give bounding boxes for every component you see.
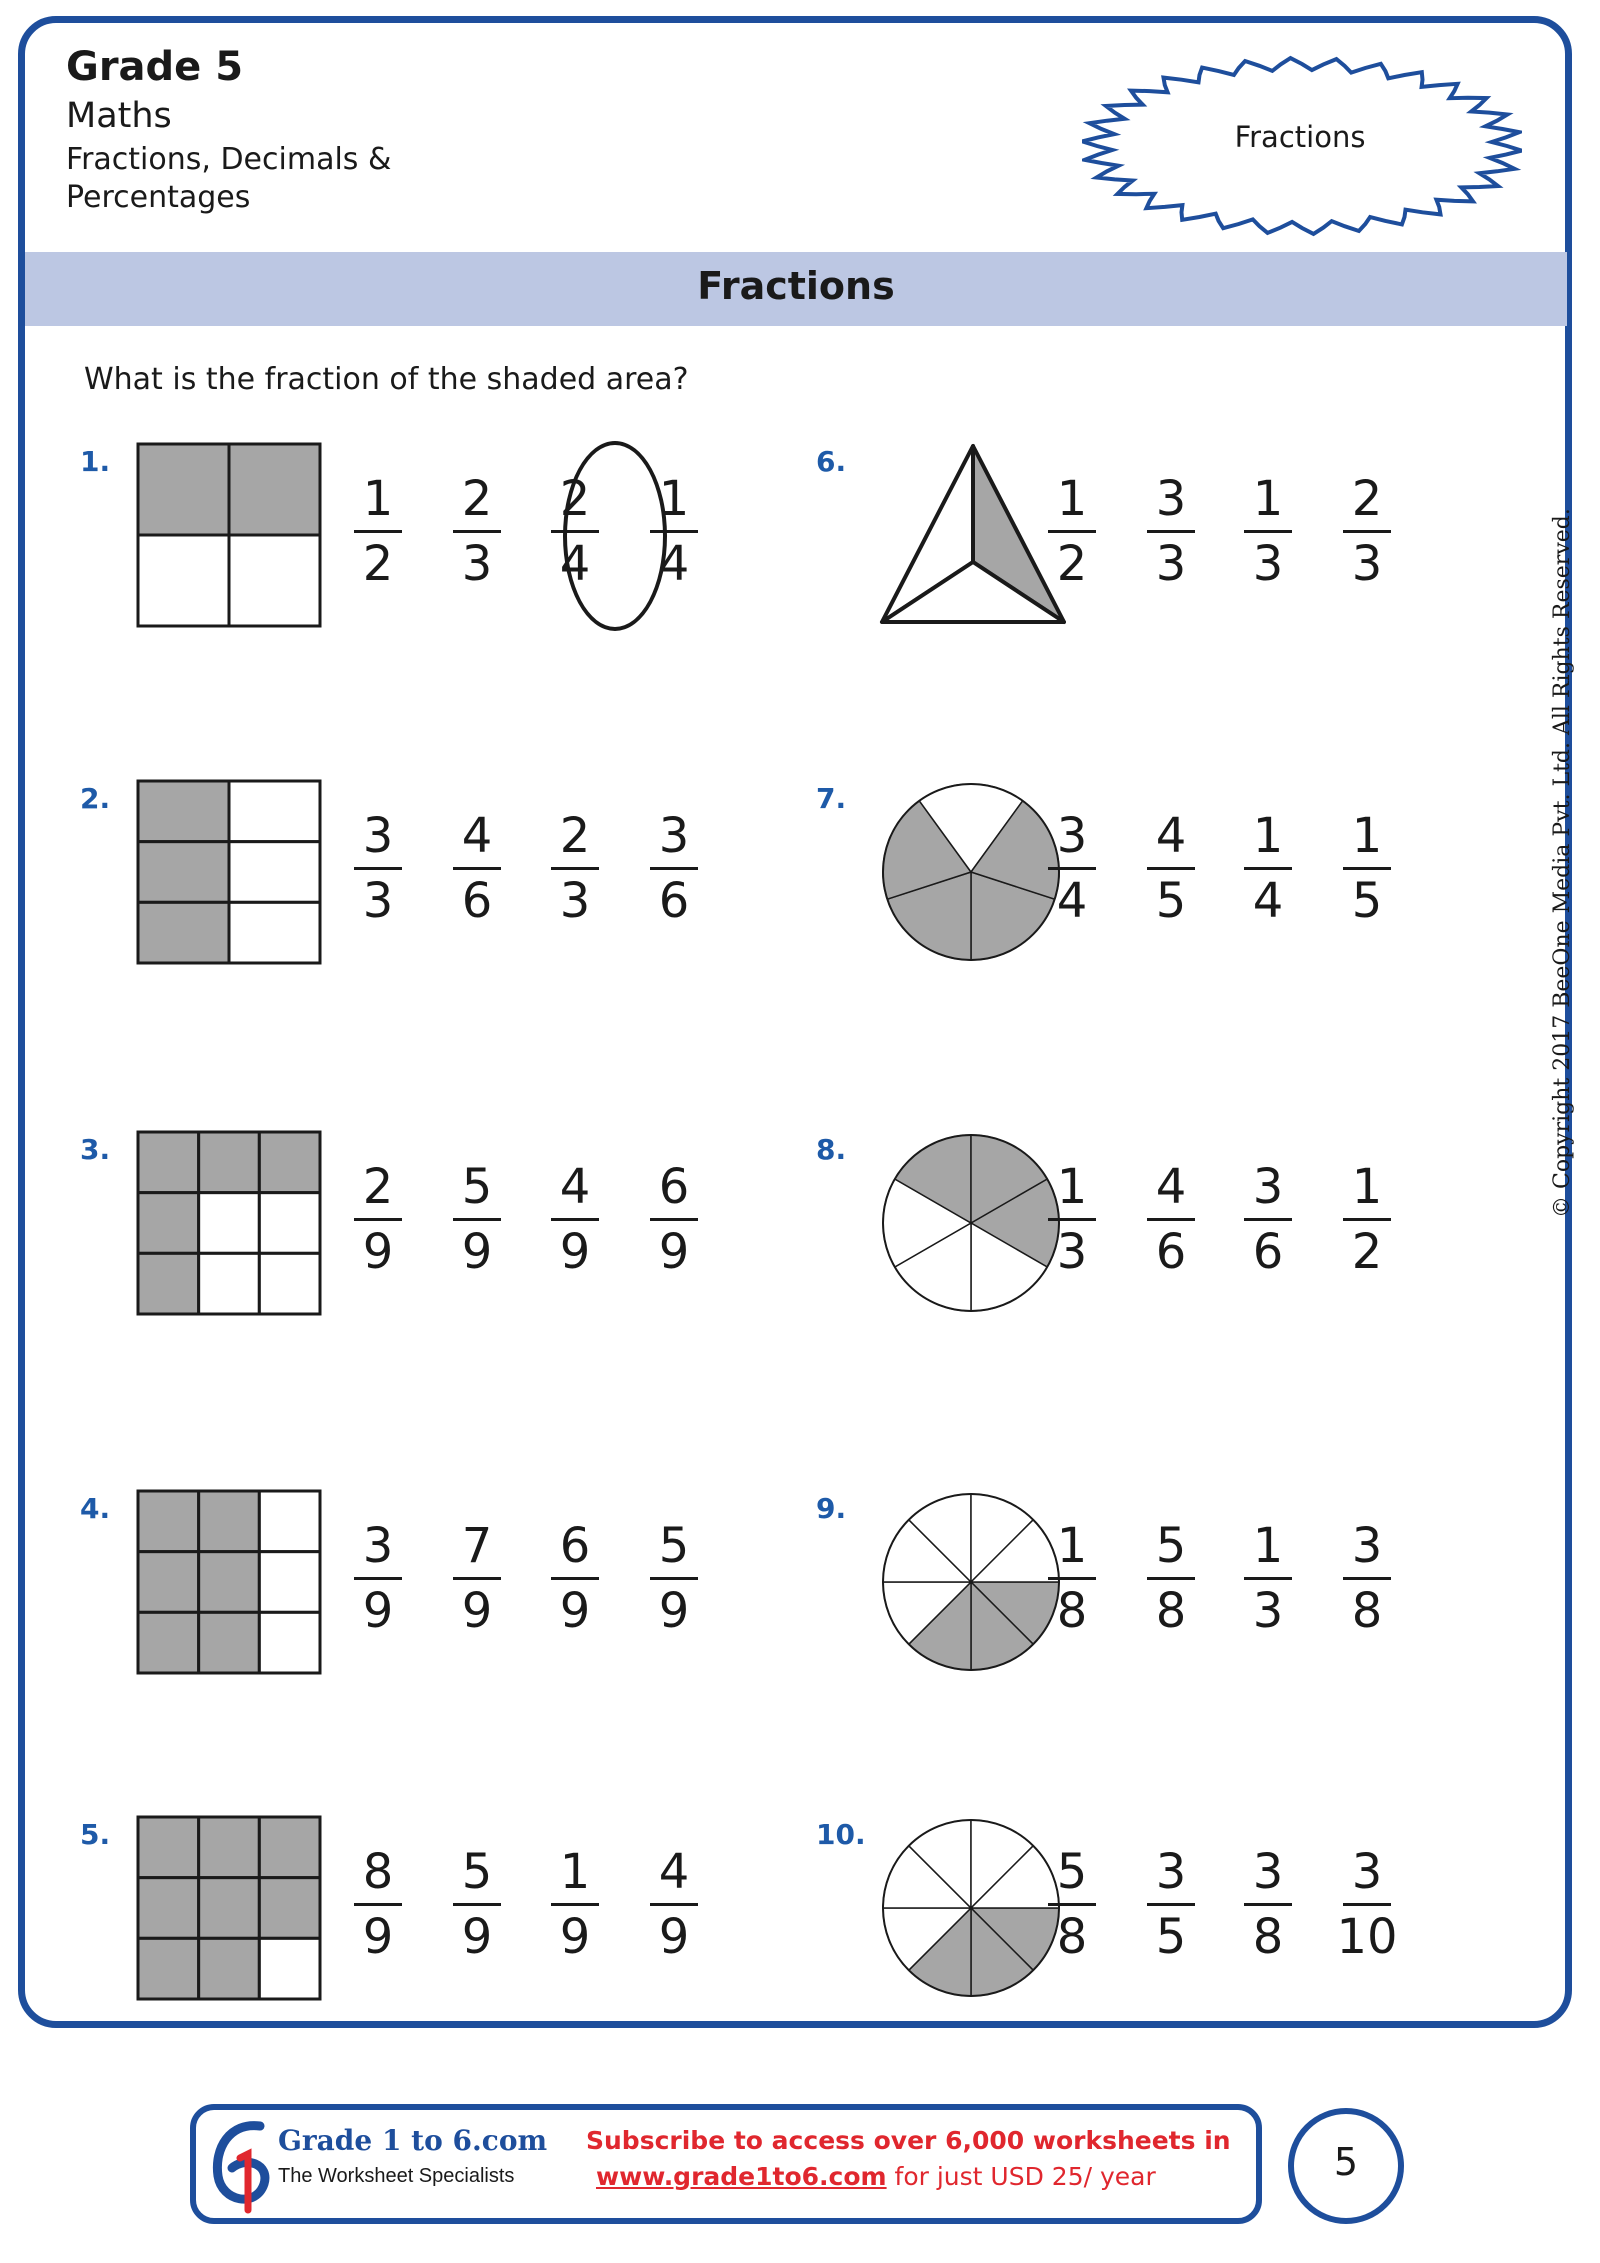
- fraction-bar: [453, 530, 501, 533]
- fraction-bar: [1244, 530, 1292, 533]
- denominator: 8: [1056, 1583, 1088, 1639]
- denominator: 9: [362, 1909, 394, 1965]
- numerator: 1: [1351, 808, 1383, 864]
- numerator: 3: [362, 808, 394, 864]
- copyright-notice: © Copyright 2017 BeeOne Media Pvt. Ltd. All Rights Reserved.: [1550, 508, 1575, 1218]
- fraction-choice[interactable]: [338, 1518, 418, 1639]
- grid-cell: [199, 1817, 260, 1878]
- fraction-bar: [453, 867, 501, 870]
- fraction-bar: [453, 1577, 501, 1580]
- fraction-choice[interactable]: [1131, 471, 1211, 592]
- fraction-choice[interactable]: [437, 471, 517, 592]
- denominator: 6: [658, 873, 690, 929]
- fraction-choice[interactable]: [634, 1518, 714, 1639]
- fraction-choice[interactable]: [634, 1159, 714, 1280]
- fraction-bar: [1048, 530, 1096, 533]
- logo-name: Grade 1 to 6.com: [278, 2124, 548, 2157]
- denominator: 3: [559, 873, 591, 929]
- denominator: 5: [1351, 873, 1383, 929]
- title-band: [25, 252, 1567, 326]
- numerator: 4: [1155, 1159, 1187, 1215]
- grid-cell: [138, 1552, 199, 1613]
- grid-cell: [199, 1253, 260, 1314]
- numerator: 4: [658, 1844, 690, 1900]
- fraction-choice[interactable]: [1327, 1159, 1407, 1280]
- denominator: 9: [362, 1224, 394, 1280]
- denominator: 9: [461, 1909, 493, 1965]
- numerator: 3: [1351, 1518, 1383, 1574]
- denominator: 6: [461, 873, 493, 929]
- fraction-bar: [1244, 1577, 1292, 1580]
- numerator: 3: [1351, 1844, 1383, 1900]
- numerator: 5: [1155, 1518, 1187, 1574]
- fraction-bar: [1244, 1218, 1292, 1221]
- fraction-choice[interactable]: [535, 1844, 615, 1965]
- fraction-choice[interactable]: [437, 1844, 517, 1965]
- grid-cell: [259, 1132, 320, 1193]
- fraction-bar: [551, 1218, 599, 1221]
- numerator: 5: [461, 1844, 493, 1900]
- fraction-choice[interactable]: [1032, 1518, 1112, 1639]
- denominator: 4: [559, 536, 591, 592]
- denominator: 6: [1252, 1224, 1284, 1280]
- fraction-choice[interactable]: [1228, 1844, 1308, 1965]
- numerator: 2: [461, 471, 493, 527]
- fraction-bar: [1343, 867, 1391, 870]
- question-number: 5.: [80, 1818, 111, 1851]
- fraction-bar: [453, 1903, 501, 1906]
- denominator: 2: [1056, 536, 1088, 592]
- grid-cell: [199, 1132, 260, 1193]
- fraction-bar: [1147, 1577, 1195, 1580]
- fraction-bar: [354, 1903, 402, 1906]
- denominator: 8: [1351, 1583, 1383, 1639]
- grid-cell: [138, 1938, 199, 1999]
- numerator: 3: [1155, 1844, 1187, 1900]
- fraction-choice[interactable]: [437, 808, 517, 929]
- topic-badge-label: Fractions: [1234, 120, 1366, 154]
- denominator: 9: [559, 1224, 591, 1280]
- fraction-bar: [1048, 1903, 1096, 1906]
- fraction-bar: [1343, 1577, 1391, 1580]
- denominator: 4: [1252, 873, 1284, 929]
- fraction-choice[interactable]: [1327, 471, 1407, 592]
- numerator: 6: [559, 1518, 591, 1574]
- fraction-bar: [1147, 530, 1195, 533]
- grid-cell: [138, 1491, 199, 1552]
- grid-cell: [138, 781, 229, 842]
- numerator: 2: [362, 1159, 394, 1215]
- grid-cell: [138, 1132, 199, 1193]
- grid-cell: [199, 1491, 260, 1552]
- fraction-choice[interactable]: [338, 1844, 418, 1965]
- promo-link[interactable]: www.grade1to6.com: [596, 2162, 887, 2191]
- denominator: 8: [1155, 1583, 1187, 1639]
- fraction-choice[interactable]: [338, 1159, 418, 1280]
- grid-cell: [138, 535, 229, 626]
- grade-label: Grade 5: [66, 44, 244, 90]
- grid-cell: [259, 1817, 320, 1878]
- numerator: 1: [1056, 1518, 1088, 1574]
- grid-cell: [259, 1552, 320, 1613]
- question-number: 10.: [816, 1818, 866, 1851]
- fraction-choice[interactable]: [1228, 1159, 1308, 1280]
- subject-label: Maths: [66, 96, 172, 136]
- numerator: 4: [461, 808, 493, 864]
- denominator: 10: [1336, 1909, 1398, 1965]
- fraction-choice[interactable]: [338, 471, 418, 592]
- fraction-bar: [1048, 867, 1096, 870]
- denominator: 9: [461, 1224, 493, 1280]
- denominator: 9: [559, 1583, 591, 1639]
- topic-line-2: Percentages: [66, 180, 251, 215]
- fraction-choice[interactable]: [338, 808, 418, 929]
- grid-cell: [259, 1938, 320, 1999]
- denominator: 3: [461, 536, 493, 592]
- denominator: 9: [362, 1583, 394, 1639]
- fraction-choice[interactable]: [1032, 1844, 1112, 1965]
- fraction-choice[interactable]: [1131, 1844, 1211, 1965]
- numerator: 1: [1252, 808, 1284, 864]
- fraction-choice[interactable]: [437, 1518, 517, 1639]
- promo-line-1: Subscribe to access over 6,000 worksheets in: [586, 2126, 1231, 2155]
- grid-cell: [138, 1612, 199, 1673]
- fraction-bar: [1343, 1218, 1391, 1221]
- promo-line-2: [596, 2162, 1156, 2191]
- numerator: 1: [658, 471, 690, 527]
- denominator: 4: [658, 536, 690, 592]
- fraction-choice[interactable]: [1228, 471, 1308, 592]
- fraction-bar: [551, 1577, 599, 1580]
- grid-cell: [138, 1193, 199, 1254]
- fraction-choice[interactable]: [634, 808, 714, 929]
- fraction-bar: [1244, 1903, 1292, 1906]
- denominator: 3: [1155, 536, 1187, 592]
- grid-cell: [259, 1253, 320, 1314]
- fraction-bar: [354, 1577, 402, 1580]
- numerator: 4: [1155, 808, 1187, 864]
- denominator: 2: [1351, 1224, 1383, 1280]
- fraction-bar: [453, 1218, 501, 1221]
- fraction-choice[interactable]: [1131, 808, 1211, 929]
- numerator: 3: [1252, 1159, 1284, 1215]
- question-number: 1.: [80, 445, 111, 478]
- grid-cell: [199, 1938, 260, 1999]
- numerator: 1: [1252, 1518, 1284, 1574]
- denominator: 3: [1351, 536, 1383, 592]
- numerator: 1: [1056, 471, 1088, 527]
- fraction-bar: [650, 1218, 698, 1221]
- numerator: 1: [1252, 471, 1284, 527]
- fraction-choice[interactable]: [1032, 471, 1112, 592]
- question-figure: [136, 1130, 326, 1324]
- grid-cell: [138, 842, 229, 903]
- denominator: 5: [1155, 873, 1187, 929]
- fraction-bar: [1147, 1218, 1195, 1221]
- fraction-bar: [1048, 1218, 1096, 1221]
- denominator: 9: [658, 1224, 690, 1280]
- fraction-choice[interactable]: [1131, 1159, 1211, 1280]
- grid-cell: [199, 1878, 260, 1939]
- fraction-bar: [650, 1577, 698, 1580]
- grid-cell: [199, 1552, 260, 1613]
- fraction-bar: [650, 867, 698, 870]
- fraction-choice[interactable]: [437, 1159, 517, 1280]
- denominator: 8: [1056, 1909, 1088, 1965]
- numerator: 3: [1252, 1844, 1284, 1900]
- fraction-choice[interactable]: [1032, 808, 1112, 929]
- fraction-choice[interactable]: [1032, 1159, 1112, 1280]
- grid-cell: [138, 1253, 199, 1314]
- logo-tagline: The Worksheet Specialists: [278, 2165, 515, 2187]
- fraction-bar: [1147, 1903, 1195, 1906]
- fraction-choice[interactable]: [535, 808, 615, 929]
- grid-cell: [138, 444, 229, 535]
- fraction-bar: [354, 530, 402, 533]
- fraction-bar: [1147, 867, 1195, 870]
- denominator: 4: [1056, 873, 1088, 929]
- denominator: 9: [658, 1909, 690, 1965]
- numerator: 1: [1056, 1159, 1088, 1215]
- fraction-choice[interactable]: [535, 1159, 615, 1280]
- denominator: 3: [1252, 1583, 1284, 1639]
- question-figure: [136, 779, 326, 973]
- numerator: 3: [1056, 808, 1088, 864]
- numerator: 2: [1351, 471, 1383, 527]
- question-number: 7.: [816, 782, 847, 815]
- numerator: 7: [461, 1518, 493, 1574]
- numerator: 8: [362, 1844, 394, 1900]
- numerator: 5: [658, 1518, 690, 1574]
- grid-cell: [259, 1878, 320, 1939]
- grid-cell: [229, 781, 320, 842]
- fraction-bar: [354, 867, 402, 870]
- question-figure: [136, 442, 326, 636]
- grid-cell: [138, 1817, 199, 1878]
- fraction-choice[interactable]: [1327, 1518, 1407, 1639]
- grid-cell: [229, 535, 320, 626]
- fraction-choice[interactable]: [1228, 1518, 1308, 1639]
- question-figure: [136, 1815, 326, 2009]
- grid-cell: [229, 902, 320, 963]
- question-number: 9.: [816, 1492, 847, 1525]
- numerator: 3: [1155, 471, 1187, 527]
- fraction-choice[interactable]: [1131, 1518, 1211, 1639]
- numerator: 1: [362, 471, 394, 527]
- instruction-text: What is the fraction of the shaded area?: [84, 362, 689, 397]
- numerator: 5: [461, 1159, 493, 1215]
- grid-cell: [229, 444, 320, 535]
- numerator: 2: [559, 471, 591, 527]
- numerator: 4: [559, 1159, 591, 1215]
- numerator: 6: [658, 1159, 690, 1215]
- grid-cell: [138, 1878, 199, 1939]
- question-number: 3.: [80, 1133, 111, 1166]
- grid-cell: [199, 1612, 260, 1673]
- numerator: 1: [1351, 1159, 1383, 1215]
- numerator: 1: [559, 1844, 591, 1900]
- fraction-choice[interactable]: [1327, 808, 1407, 929]
- question-number: 2.: [80, 782, 111, 815]
- promo-price: for just USD 25/ year: [886, 2162, 1156, 2191]
- denominator: 2: [362, 536, 394, 592]
- denominator: 3: [362, 873, 394, 929]
- worksheet-title: Fractions: [697, 264, 895, 308]
- numerator: 3: [658, 808, 690, 864]
- fraction-bar: [1343, 530, 1391, 533]
- denominator: 6: [1155, 1224, 1187, 1280]
- fraction-bar: [1343, 1903, 1391, 1906]
- topic-line-1: Fractions, Decimals &: [66, 142, 392, 177]
- denominator: 3: [1056, 1224, 1088, 1280]
- grid-cell: [259, 1612, 320, 1673]
- fraction-choice[interactable]: [634, 1844, 714, 1965]
- fraction-bar: [650, 1903, 698, 1906]
- page-number: 5: [1333, 2140, 1359, 2184]
- grid-cell: [229, 842, 320, 903]
- fraction-bar: [551, 867, 599, 870]
- fraction-bar: [1244, 867, 1292, 870]
- grid-cell: [199, 1193, 260, 1254]
- fraction-bar: [551, 1903, 599, 1906]
- fraction-bar: [1048, 1577, 1096, 1580]
- fraction-choice[interactable]: [1327, 1844, 1407, 1965]
- denominator: 5: [1155, 1909, 1187, 1965]
- grid-cell: [259, 1491, 320, 1552]
- fraction-choice[interactable]: [535, 1518, 615, 1639]
- circled-answer-ring: [563, 441, 667, 631]
- denominator: 9: [461, 1583, 493, 1639]
- numerator: 3: [362, 1518, 394, 1574]
- grid-cell: [138, 902, 229, 963]
- denominator: 9: [559, 1909, 591, 1965]
- denominator: 3: [1252, 536, 1284, 592]
- denominator: 8: [1252, 1909, 1284, 1965]
- grade-logo-icon: [210, 2118, 274, 2214]
- grid-cell: [259, 1193, 320, 1254]
- question-number: 8.: [816, 1133, 847, 1166]
- fraction-choice[interactable]: [1228, 808, 1308, 929]
- numerator: 5: [1056, 1844, 1088, 1900]
- numerator: 2: [559, 808, 591, 864]
- question-number: 4.: [80, 1492, 111, 1525]
- question-figure: [136, 1489, 326, 1683]
- question-number: 6.: [816, 445, 847, 478]
- denominator: 9: [658, 1583, 690, 1639]
- fraction-bar: [354, 1218, 402, 1221]
